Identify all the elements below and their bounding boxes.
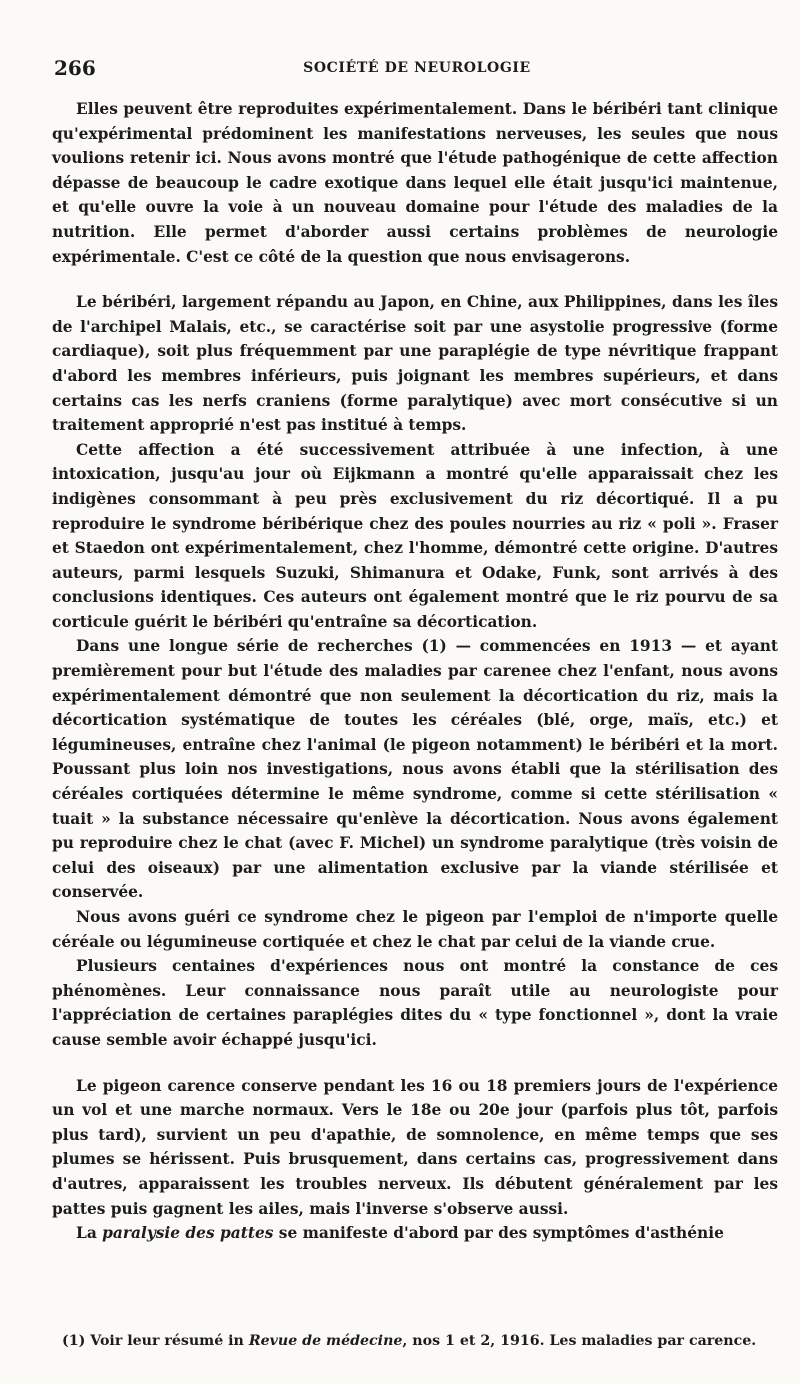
footnote-journal: Revue de médecine [248,1333,403,1349]
body-text [52,97,778,1246]
paralysie-lead: La [76,1224,97,1243]
paragraph-beriberi: Le béribéri, largement répandu au Japon, en Chine, aux Philippines, dans les îles de l'archipel Malais, etc., se caractérise soit par une asystolie progressive (forme cardiaque), soit plus fréquemment par une paraplégie de type névritique frappant d'abord les membres inférieurs, puis joignant les membres supérieurs, et dans certains cas les nerfs craniens (forme paralytique) avec mort consécutive si un traitement approprié n'est pas institué à temps. [52,293,778,435]
page-number: 266 [54,56,96,80]
running-head: SOCIÉTÉ DE NEUROLOGIE [303,60,531,76]
paragraph-pigeon: Le pigeon carence conserve pendant les 16 ou 18 premiers jours de l'expérience un vol et une marche normaux. Vers le 18e ou 20e jour (parfois plus tôt, parfois plus tard), survient un peu d'apathie, de somnolence, en même temps que ses plumes se hérissent. Puis brusquement, dans certains cas, progressivement dans d'autres, apparaissent les troubles nerveux. Ils débutent généralement par les pattes puis gagnent les ailes, mais l'inverse s'observe aussi. [52,1076,778,1218]
paragraph-history: Cette affection a été successivement attribuée à une infection, à une intoxication, jusqu'au jour où Eijkmann a montré qu'elle apparaissait chez les indigènes consommant à peu près exclusivement du riz décortiqué. Il a pu reproduire le syndrome béribérique chez des poules nourries au riz « poli ». Fraser et Staedon ont expérimentalement, chez l'homme, démontré cette origine. D'autres auteurs, parmi lesquels Suzuki, Shimanura et Odake, Funk, sont arrivés à des conclusions identiques. Ces auteurs ont également montré que le riz pourvu de sa corticule guérit le béribéri qu'entraîne sa décortication. [52,440,778,631]
paragraph-cure: Nous avons guéri ce syndrome chez le pigeon par l'emploi de n'importe quelle céréale ou légumineuse cortiquée et chez le chat par celui de la viande crue. [52,908,778,951]
page-header [54,52,780,86]
paragraph-intro: Elles peuvent être reproduites expérimentalement. Dans le béribéri tant clinique qu'expérimental prédominent les manifestations nerveuses, les seules que nous voulions retenir ici. Nous avons montré que l'étude pathogénique de cette affection dépasse de beaucoup le cadre exotique dans lequel elle était jusqu'ici maintenue, et qu'elle ouvre la voie à un nouveau domaine pour l'étude des maladies de la nutrition. Elle permet d'aborder aussi certains problèmes de neurologie expérimentale. C'est ce côté de la question que nous envisagerons. [52,100,778,266]
footnote-text-after: , nos 1 et 2, 1916. Les maladies par carence. [402,1333,757,1349]
paragraph-paralysie [52,1221,778,1246]
paralysie-emphasis: paralysie des pattes [102,1224,274,1243]
paragraph-constance: Plusieurs centaines d'expériences nous ont montré la constance de ces phénomènes. Leur connaissance nous paraît utile au neurologiste pour l'appréciation de certaines paraplégies dites du « type fonctionnel », dont la vraie cause semble avoir échappé jusqu'ici. [52,957,778,1049]
footnote-marker: (1) [62,1333,86,1349]
footnote-text-before: Voir leur résumé in [90,1333,244,1349]
footnote [52,1331,778,1351]
paragraph-research: Dans une longue série de recherches (1) — commencées en 1913 — et ayant premièrement pour but l'étude des maladies par carenee chez l'enfant, nous avons expérimentalement démontré que non seulement la décortication du riz, mais la décortication systématique de toutes les céréales (blé, orge, maïs, etc.) et légumineuses, entraîne chez l'animal (le pigeon notamment) le béribéri et la mort. Poussant plus loin nos investigations, nous avons établi que la stérilisation des céréales cortiquées détermine le même syndrome, comme si cette stérilisation « tuait » la substance nécessaire qu'enlève la décortication. Nous avons également pu reproduire chez le chat (avec F. Michel) un syndrome paralytique (très voisin de celui des oiseaux) par une alimentation exclusive par la viande stérilisée et conservée. [52,637,778,902]
paralysie-rest: se manifeste d'abord par des symptômes d'asthénie [278,1224,724,1243]
